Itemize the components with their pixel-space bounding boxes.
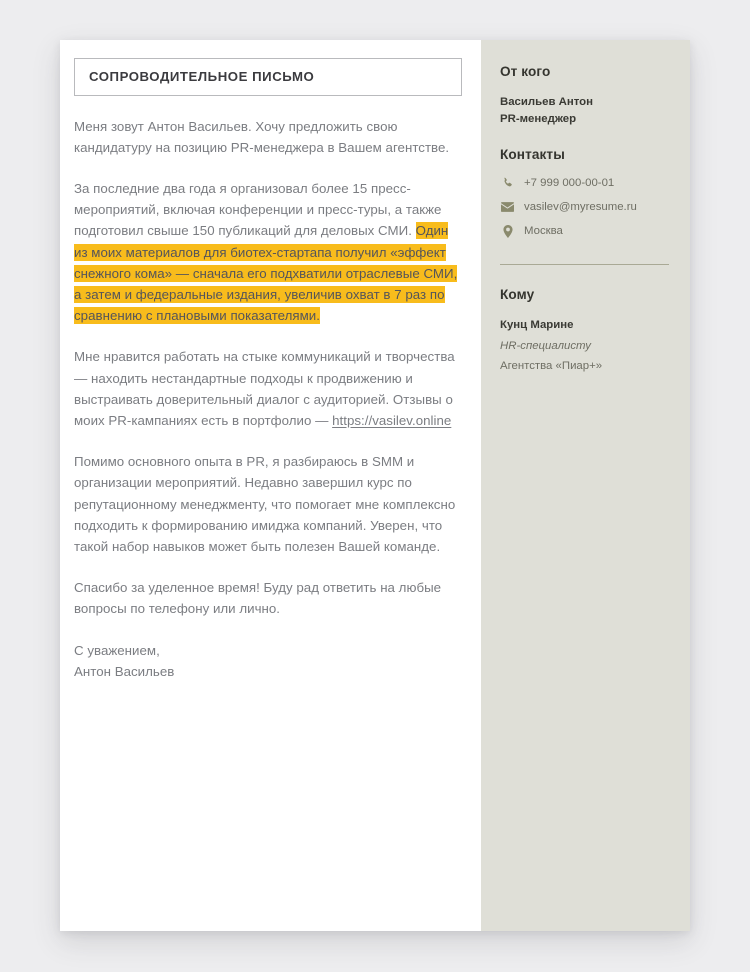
paragraph-motivation-lead: Мне нравится работать на стыке коммуникаций и творчества — находить нестандартные подходы к продвижению и выстраивать доверительный диалог с аудиторией. Отзывы о моих PR-кампаниях есть в портфолио — <box>74 349 455 428</box>
resume-page-sheet <box>60 40 690 931</box>
sender-block <box>500 94 669 127</box>
page-title: СОПРОВОДИТЕЛЬНОЕ ПИСЬМО <box>89 69 315 84</box>
contacts-list <box>500 176 669 238</box>
paragraph-motivation <box>74 346 462 431</box>
location-pin-icon <box>500 224 515 238</box>
paragraph-skills <box>74 451 462 557</box>
portfolio-link[interactable]: https://vasilev.online <box>332 412 452 428</box>
sender-name: Васильев Антон <box>500 96 594 108</box>
meta-sidebar <box>481 40 690 931</box>
sender-heading: От кого <box>500 64 551 79</box>
phone-icon <box>500 176 515 190</box>
recipient-heading: Кому <box>500 287 535 303</box>
paragraph-skills-text: Помимо основного опыта в PR, я разбираюсь в SMM и организации мероприятий. Недавно завершил курс по репутационному менеджменту, что помогает мне комплексно подходить к формированию имиджа компаний. Уверен, что такой набор навыков может быть полезен Вашей команде. <box>74 454 456 554</box>
contact-row-phone[interactable] <box>500 176 669 190</box>
recipient-role: HR-специалисту <box>500 339 591 352</box>
sidebar-divider <box>500 264 669 265</box>
paragraph-experience <box>74 178 462 326</box>
paragraph-intro <box>74 116 462 158</box>
paragraph-experience-lead: За последние два года я организовал более 15 пресс-мероприятий, включая конференции и пресс-туры, а также подготовил свыше 150 публикаций для деловых СМИ. <box>74 180 442 239</box>
document-title-box <box>74 58 462 96</box>
signature-closing: С уважением, <box>74 642 160 658</box>
signature-block <box>74 640 462 682</box>
contact-phone-value: +7 999 000-00-01 <box>524 177 615 190</box>
recipient-company: Агентства «Пиар+» <box>500 359 603 372</box>
paragraph-intro-text: Меня зовут Антон Васильев. Хочу предложить свою кандидатуру на позицию PR-менеджера в Вашем агентстве. <box>74 118 450 155</box>
contact-location-value: Москва <box>524 225 563 238</box>
highlighted-achievement: Один из моих материалов для биотех-стартапа получил «эффект снежного кома» — сначала его подхватили отраслевые СМИ, а затем и федеральные издания, увеличив охват в 7 раз по сравнению с плановыми показателями. <box>74 223 458 324</box>
signature-name: Антон Васильев <box>74 663 175 679</box>
contacts-heading: Контакты <box>500 147 565 163</box>
cover-letter-column <box>60 40 481 931</box>
contact-row-email[interactable] <box>500 200 669 214</box>
paragraph-thanks <box>74 577 462 619</box>
recipient-block <box>500 317 669 375</box>
envelope-icon <box>500 200 515 214</box>
contact-email-value: vasilev@myresume.ru <box>524 201 637 214</box>
recipient-name: Кунц Марине <box>500 319 574 332</box>
paragraph-thanks-text: Спасибо за уделенное время! Буду рад ответить на любые вопросы по телефону или лично. <box>74 580 442 617</box>
contact-row-location[interactable] <box>500 224 669 238</box>
sender-role: PR-менеджер <box>500 112 577 125</box>
